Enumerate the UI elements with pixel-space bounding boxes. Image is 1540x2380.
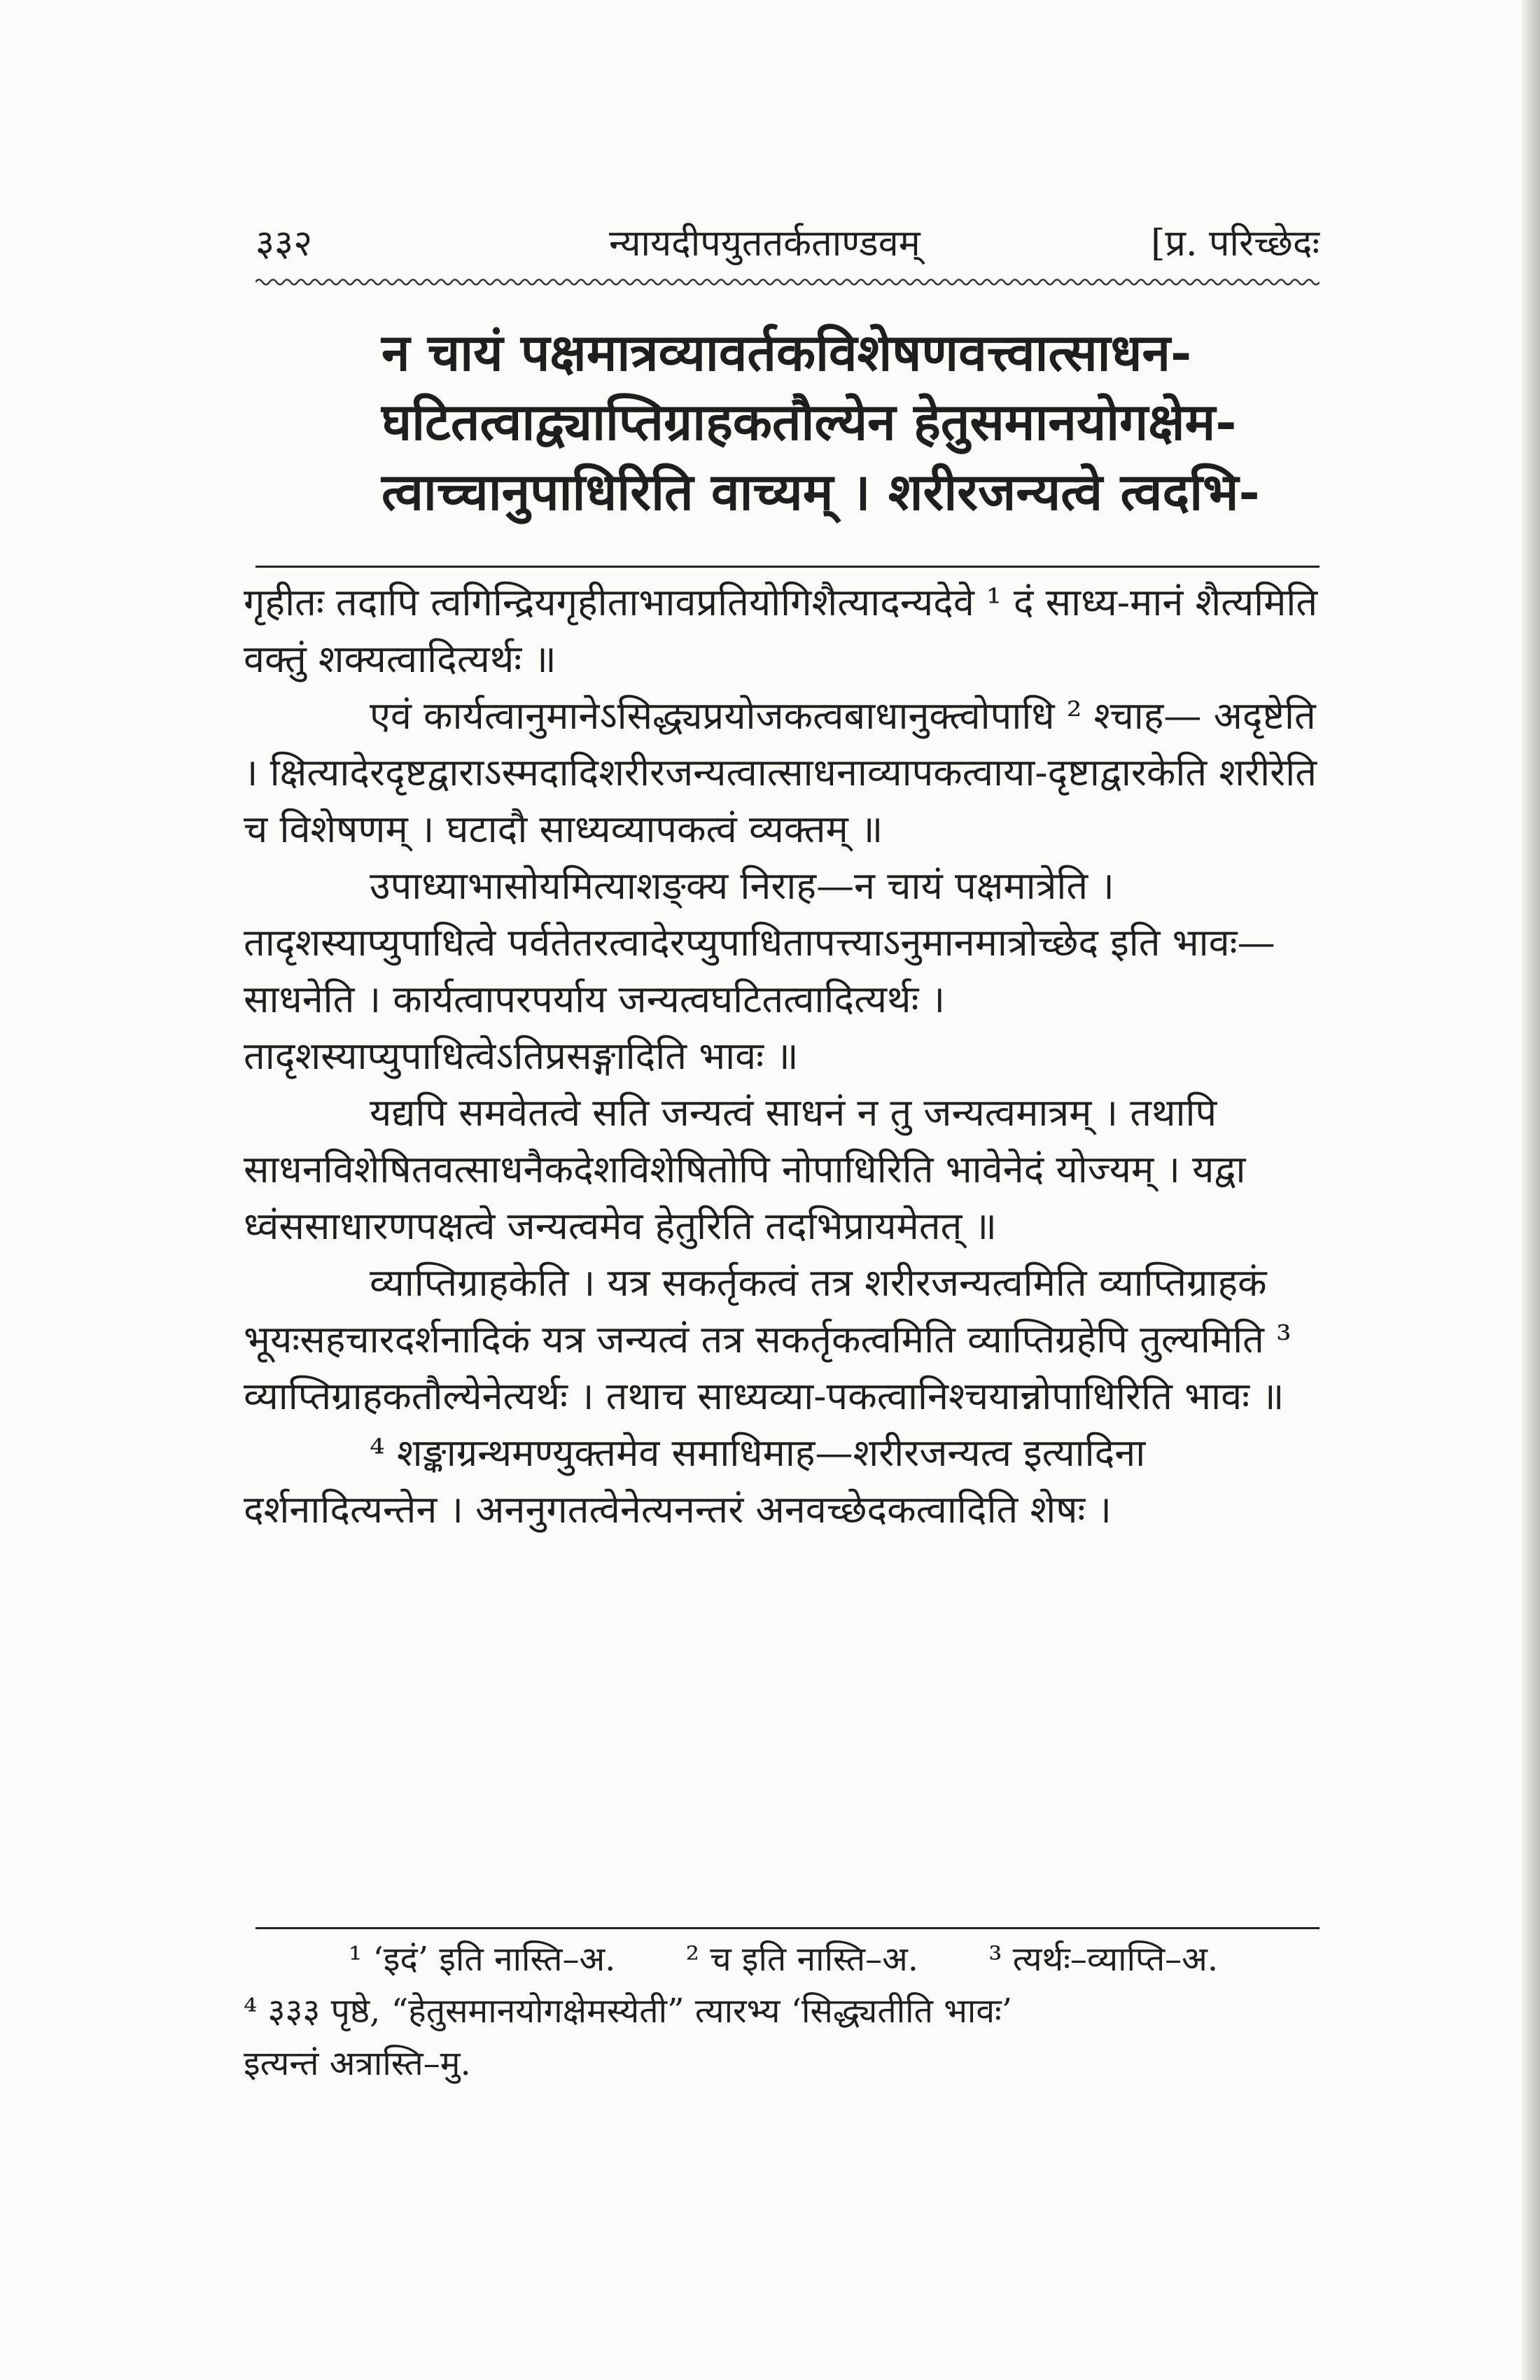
commentary-paragraph: गृहीतः तदापि त्वगिन्द्रियगृहीताभावप्रतियोगिशैत्यादन्यदेवे ¹ दं साध्य-मानं शैत्यमिति वक्तुं शक्यत्वादित्यर्थः ॥ (244, 580, 1330, 681)
mula-line: त्वाच्चानुपाधिरिति वाच्यम् । शरीरजन्यत्वे त्वदभि- (382, 461, 1260, 522)
mula-divider (255, 566, 1320, 568)
footnotes (244, 1933, 1322, 2090)
commentary-paragraph: उपाध्याभासोयमित्याशङ्क्य निराह—न चायं पक्षमात्रेति । तादृशस्याप्युपाधित्वे पर्वतेतरत्वादेरप्युपाधितापत्त्याऽनुमानमात्रोच्छेद इति भावः—साधनेति । कार्यत्वापरपर्याय जन्यत्वघटितत्वादित्यर्थः । तादृशस्याप्युपाधित्वेऽतिप्रसङ्गादिति भावः ॥ (244, 864, 1275, 1078)
commentary-paragraph: ⁴ शङ्काग्रन्थमण्युक्तमेव समाधिमाह—शरीरजन्यत्व इत्यादिना दर्शनादित्यन्तेन । अननुगतत्वेनेत्यनन्तरं अनवच्छेदकत्वादिति शेषः । (244, 1431, 1158, 1532)
footnote-4-continued: इत्यन्तं अत्रास्ति–मु. (244, 2043, 471, 2083)
footnote-4: ⁴ ३३३ पृष्ठे, “हेतुसमानयोगक्षेमस्येती” त्यारभ्य ‘सिद्ध्यतीति भावः’ (244, 1991, 1013, 2031)
page-header (255, 210, 1320, 273)
mula-line: न चायं पक्षमात्रव्यावर्तकविशेषणवत्त्वात्साधन- (382, 323, 1192, 383)
commentary-paragraph: एवं कार्यत्वानुमानेऽसिद्ध्यप्रयोजकत्वबाधानुक्त्वोपाधि ² श्चाह— अदृष्टेति । क्षित्यादेरदृष्टद्वाराऽस्मदादिशरीरजन्यत्वात्साधनाव्यापकत्वाया-दृष्टाद्वारकेति शरीरेति च विशेषणम् । घटादौ साध्यव्यापकत्वं व्यक्तम् ॥ (244, 694, 1329, 851)
page-number: ३३२ (255, 223, 313, 265)
footnote-divider (255, 1927, 1320, 1929)
footnote-1: ¹ ‘इदं’ इति नास्ति–अ. (349, 1940, 616, 1979)
footnote-row (244, 1933, 1322, 1985)
commentary-body (244, 574, 1330, 1538)
header-wavy-rule (255, 274, 1320, 290)
running-title: न्यायदीपयुततर्कताण्डवम् (609, 223, 920, 265)
footnote-3: ³ त्यर्थः–व्याप्ति–अ. (988, 1940, 1219, 1979)
mula-line: घटितत्वाद्व्याप्तिग्राहकतौल्येन हेतुसमानयोगक्षेम- (382, 392, 1237, 453)
book-spine-edge (1522, 0, 1540, 2380)
commentary-paragraph: व्याप्तिग्राहकेति । यत्र सकर्तृकत्वं तत्र शरीरजन्यत्वमिति व्याप्तिग्राहकं भूयःसहचारदर्शनादिकं यत्र जन्यत्वं तत्र सकर्तृकत्वमिति व्याप्तिग्रहेपि तुल्यमिति ³ व्याप्तिग्राहकतौल्येनेत्यर्थः । तथाच साध्यव्या-पकत्वानिश्चयान्नोपाधिरिति भावः ॥ (244, 1261, 1303, 1418)
commentary-paragraph: यद्यपि समवेतत्वे सति जन्यत्वं साधनं न तु जन्यत्वमात्रम् । तथापि साधनविशेषितवत्साधनैकदेशविशेषितोपि नोपाधिरिति भावेनेदं योज्यम् । यद्वा ध्वंससाधारणपक्षत्वे जन्यत्वमेव हेतुरिति तदभिप्रायमेतत् ॥ (244, 1091, 1258, 1248)
footnote-2: ² च इति नास्ति–अ. (685, 1940, 919, 1979)
mula-text (382, 318, 1260, 527)
section-label: [प्र. परिच्छेदः (1151, 223, 1320, 265)
